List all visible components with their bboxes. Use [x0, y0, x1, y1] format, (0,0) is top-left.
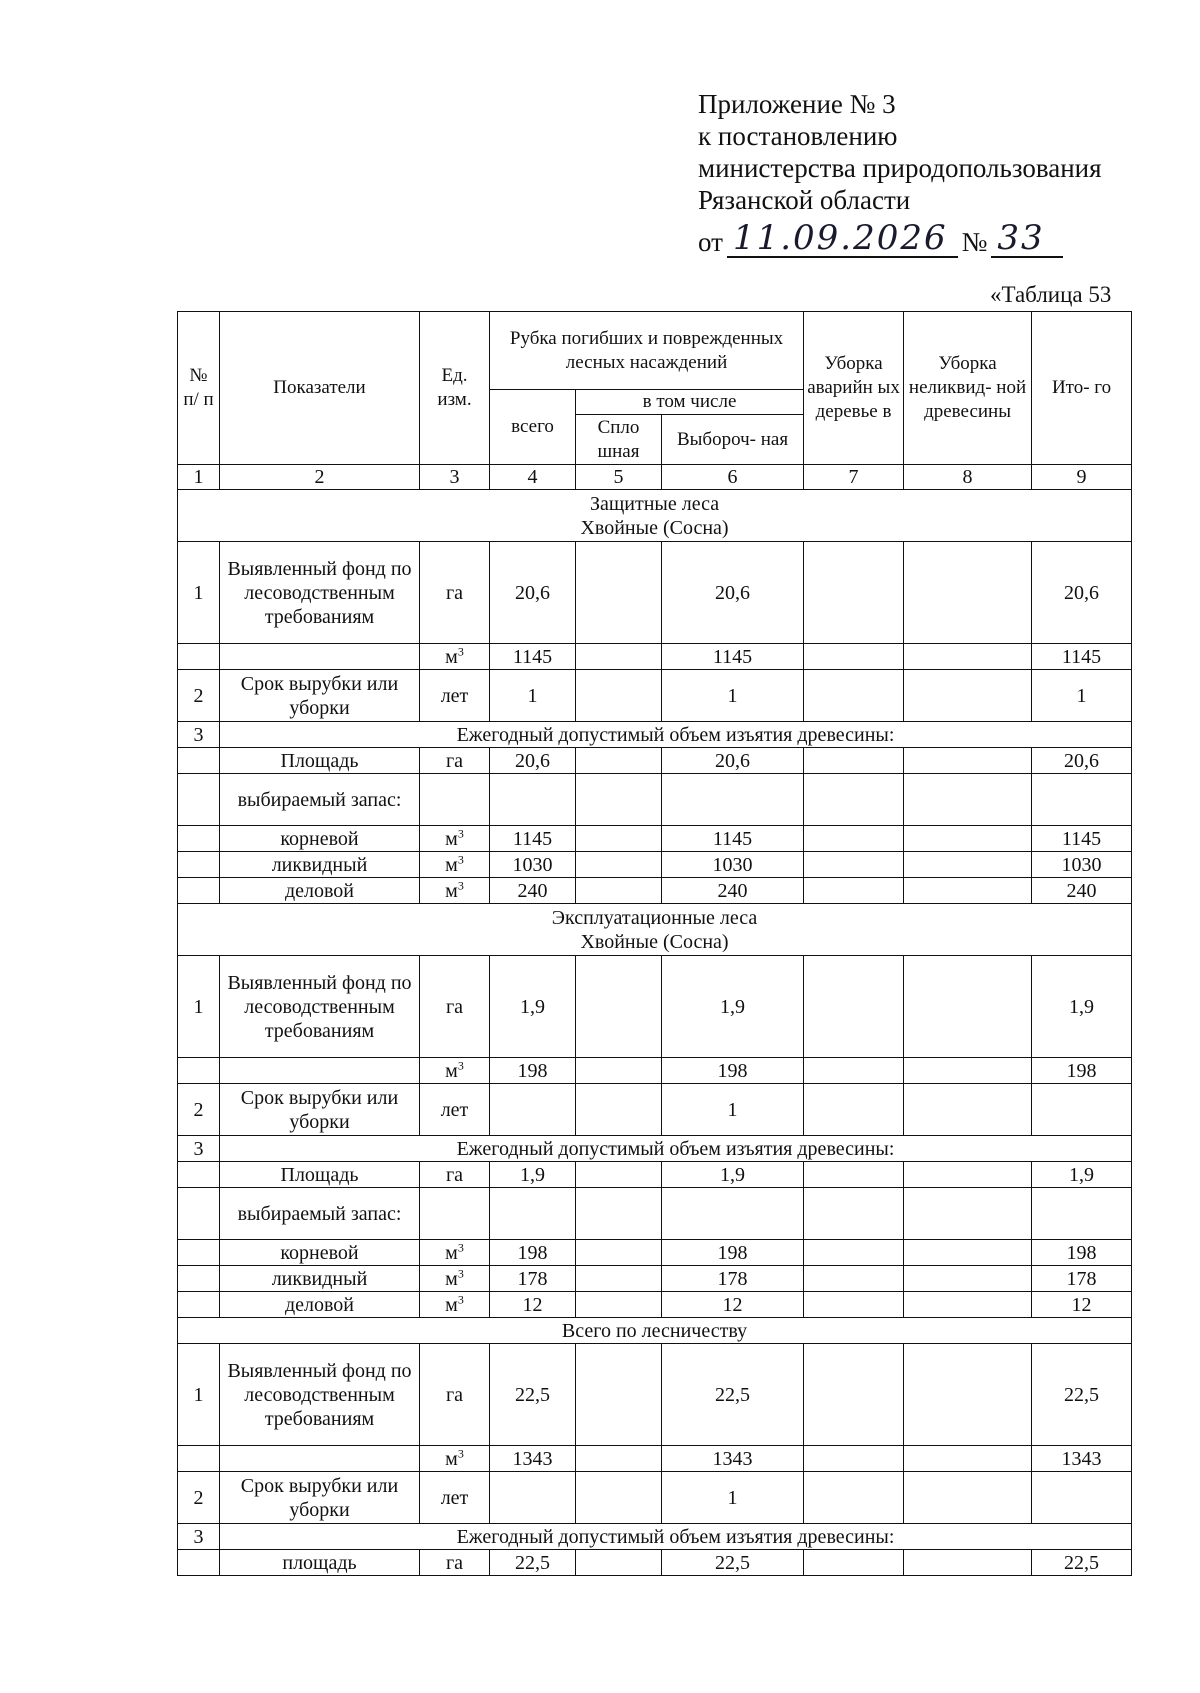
row-num: 3: [178, 1524, 220, 1550]
cell-total: 1: [490, 670, 576, 722]
row-unit: лет: [420, 1084, 490, 1136]
cell-selective: 1343: [662, 1446, 804, 1472]
cell-selective: 20,6: [662, 748, 804, 774]
cell-selective: 1,9: [662, 956, 804, 1058]
cell-sum: [1032, 1084, 1132, 1136]
col-num: 9: [1032, 465, 1132, 490]
cell-selective: 198: [662, 1058, 804, 1084]
col-num: 5: [576, 465, 662, 490]
table-row: [178, 826, 1132, 852]
header-total: всего: [490, 390, 576, 465]
header-illiquid: Уборка неликвид- ной древесины: [904, 312, 1032, 465]
from-label: от: [698, 227, 723, 257]
row-label: корневой: [220, 1240, 420, 1266]
cell-sum: 22,5: [1032, 1550, 1132, 1576]
header-felling: Рубка погибших и поврежденных лесных насаждений: [490, 312, 804, 390]
section-title: Эксплуатационные леса: [551, 906, 758, 929]
row-num: 2: [178, 670, 220, 722]
table-row: [178, 670, 1132, 722]
header-num: № п/ п: [178, 312, 220, 465]
table-row: [178, 1188, 1132, 1240]
cell-sum: 1145: [1032, 644, 1132, 670]
table-row: [178, 1136, 1132, 1162]
cell-total: 20,6: [490, 748, 576, 774]
cell-total: [490, 1472, 576, 1524]
row-unit: $м^3$: [420, 1240, 490, 1266]
header-selective: Выбороч- ная: [662, 415, 804, 465]
row-unit: га: [420, 956, 490, 1058]
cell-sum: [1032, 1472, 1132, 1524]
row-label: Выявленный фонд по лесоводственным требованиям: [220, 542, 420, 644]
table-row: [178, 774, 1132, 826]
row-num: 1: [178, 956, 220, 1058]
header-indicators: Показатели: [220, 312, 420, 465]
row-label: Срок вырубки или уборки: [220, 1084, 420, 1136]
cell-selective: 22,5: [662, 1550, 804, 1576]
row-label: Площадь: [220, 748, 420, 774]
cell-total: 22,5: [490, 1550, 576, 1576]
table-label: «Таблица 53: [990, 282, 1112, 307]
cell-total: 198: [490, 1240, 576, 1266]
table-row: [178, 1240, 1132, 1266]
document-header: [698, 88, 1102, 258]
cell-sum: 240: [1032, 878, 1132, 904]
cell-selective: 1: [662, 1472, 804, 1524]
cell-total: 1145: [490, 644, 576, 670]
row-label: деловой: [220, 878, 420, 904]
cell-selective: 1: [662, 670, 804, 722]
table-row: [178, 722, 1132, 748]
row-unit: га: [420, 1344, 490, 1446]
table-row: [178, 1292, 1132, 1318]
header-line-region: Рязанской области: [698, 185, 911, 215]
row-unit: га: [420, 1550, 490, 1576]
header-emergency: Уборка аварийн ых деревье в: [804, 312, 904, 465]
row-num: 3: [178, 1136, 220, 1162]
row-unit: га: [420, 542, 490, 644]
row-label: Выявленный фонд по лесоводственным требованиям: [220, 1344, 420, 1446]
row-label: Срок вырубки или уборки: [220, 1472, 420, 1524]
handwritten-number: 33: [991, 220, 1062, 258]
cell-total: 1030: [490, 852, 576, 878]
cell-selective: 1145: [662, 826, 804, 852]
table-row: [178, 644, 1132, 670]
cell-selective: 12: [662, 1292, 804, 1318]
table-row: [178, 542, 1132, 644]
cell-selective: 1145: [662, 644, 804, 670]
cell-sum: 198: [1032, 1240, 1132, 1266]
row-unit: $м^3$: [420, 1292, 490, 1318]
table-row: [178, 1524, 1132, 1550]
section-title-row: [178, 490, 1132, 542]
row-label: Срок вырубки или уборки: [220, 670, 420, 722]
cell-sum: 22,5: [1032, 1344, 1132, 1446]
row-num: 3: [178, 722, 220, 748]
annual-volume-label: Ежегодный допустимый объем изъятия древесины:: [220, 722, 1132, 748]
row-num: 1: [178, 1344, 220, 1446]
section-subtitle: Хвойные (Сосна): [580, 930, 729, 953]
cell-sum: 20,6: [1032, 748, 1132, 774]
table-row: [178, 1344, 1132, 1446]
col-num: 1: [178, 465, 220, 490]
row-unit: $м^3$: [420, 1058, 490, 1084]
table-row: [178, 1162, 1132, 1188]
table-row: [178, 748, 1132, 774]
cell-sum: 1030: [1032, 852, 1132, 878]
row-label: площадь: [220, 1550, 420, 1576]
col-num: 8: [904, 465, 1032, 490]
cell-selective: 1030: [662, 852, 804, 878]
table-row: [178, 1472, 1132, 1524]
row-label: Площадь: [220, 1162, 420, 1188]
row-num: 2: [178, 1084, 220, 1136]
cell-selective: 1: [662, 1084, 804, 1136]
cell-sum: 1,9: [1032, 1162, 1132, 1188]
section-title: Защитные леса: [589, 492, 720, 515]
cell-total: 20,6: [490, 542, 576, 644]
forest-felling-table: [177, 311, 1132, 1576]
header-clear: Спло шная: [576, 415, 662, 465]
row-unit: $м^3$: [420, 826, 490, 852]
cell-total: 1,9: [490, 956, 576, 1058]
cell-selective: 20,6: [662, 542, 804, 644]
row-unit: $м^3$: [420, 852, 490, 878]
cell-total: 1145: [490, 826, 576, 852]
cell-total: 12: [490, 1292, 576, 1318]
row-label: ликвидный: [220, 1266, 420, 1292]
cell-total: 240: [490, 878, 576, 904]
table-row: [178, 1266, 1132, 1292]
row-label: ликвидный: [220, 852, 420, 878]
row-unit: $м^3$: [420, 878, 490, 904]
row-unit: $м^3$: [420, 1266, 490, 1292]
table-row: [178, 1446, 1132, 1472]
table-row: [178, 1058, 1132, 1084]
handwritten-date: 11.09.2026: [727, 220, 958, 258]
cell-sum: 1145: [1032, 826, 1132, 852]
annual-volume-label: Ежегодный допустимый объем изъятия древесины:: [220, 1136, 1132, 1162]
cell-sum: 178: [1032, 1266, 1132, 1292]
section-title: Всего по лесничеству: [178, 1318, 1132, 1344]
row-label: деловой: [220, 1292, 420, 1318]
row-num: 2: [178, 1472, 220, 1524]
row-unit: га: [420, 1162, 490, 1188]
cell-sum: 1,9: [1032, 956, 1132, 1058]
section-subtitle: Хвойные (Сосна): [580, 516, 729, 539]
table-row: [178, 956, 1132, 1058]
header-sum: Ито- го: [1032, 312, 1132, 465]
header-line-ministry: министерства природопользования: [698, 153, 1102, 183]
col-num: 3: [420, 465, 490, 490]
cell-total: [490, 1084, 576, 1136]
section-title-row: [178, 1318, 1132, 1344]
cell-total: 22,5: [490, 1344, 576, 1446]
row-label: корневой: [220, 826, 420, 852]
cell-selective: 198: [662, 1240, 804, 1266]
header-unit: Ед. изм.: [420, 312, 490, 465]
cell-total: 178: [490, 1266, 576, 1292]
cell-selective: 178: [662, 1266, 804, 1292]
table-row: [178, 1550, 1132, 1576]
row-label: Выявленный фонд по лесоводственным требованиям: [220, 956, 420, 1058]
cell-sum: 1: [1032, 670, 1132, 722]
table-row: [178, 1084, 1132, 1136]
section-title-row: [178, 904, 1132, 956]
table-row: [178, 878, 1132, 904]
date-number-line: [698, 220, 1102, 258]
row-unit: $м^3$: [420, 644, 490, 670]
column-numbers-row: [178, 465, 1132, 490]
annual-volume-label: Ежегодный допустимый объем изъятия древесины:: [220, 1524, 1132, 1550]
header-including: в том числе: [576, 390, 804, 415]
cell-sum: 198: [1032, 1058, 1132, 1084]
row-unit: лет: [420, 670, 490, 722]
cell-total: 1343: [490, 1446, 576, 1472]
row-unit: лет: [420, 1472, 490, 1524]
cell-sum: 20,6: [1032, 542, 1132, 644]
cell-selective: 240: [662, 878, 804, 904]
row-label: выбираемый запас:: [220, 1188, 420, 1240]
row-label: выбираемый запас:: [220, 774, 420, 826]
col-num: 7: [804, 465, 904, 490]
header-line-resolution: к постановлению: [698, 121, 898, 151]
cell-sum: 12: [1032, 1292, 1132, 1318]
cell-sum: 1343: [1032, 1446, 1132, 1472]
cell-selective: 22,5: [662, 1344, 804, 1446]
table-row: [178, 852, 1132, 878]
col-num: 4: [490, 465, 576, 490]
row-unit: га: [420, 748, 490, 774]
header-line-appendix: Приложение № 3: [698, 89, 896, 119]
cell-selective: 1,9: [662, 1162, 804, 1188]
col-num: 2: [220, 465, 420, 490]
row-unit: $м^3$: [420, 1446, 490, 1472]
col-num: 6: [662, 465, 804, 490]
row-num: 1: [178, 542, 220, 644]
cell-total: 1,9: [490, 1162, 576, 1188]
number-label: №: [961, 227, 988, 257]
cell-total: 198: [490, 1058, 576, 1084]
